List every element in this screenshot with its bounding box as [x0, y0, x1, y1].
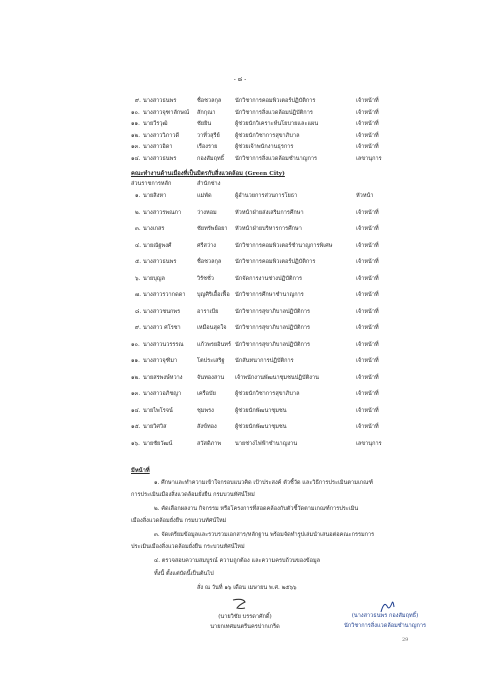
member-row	[0, 340, 480, 350]
duty-item: เมืองสิ่งแวดล้อมยั่งยืน กรมบวนทัศน์ใหม่	[131, 518, 227, 524]
member-surname: ชื่อชวลกุล	[197, 98, 222, 104]
member-no: ๑๑.	[131, 358, 140, 364]
member-role: เจ้าหน้าที่	[356, 132, 379, 139]
closing-text: ทั้งนี้ ตั้งแต่บัดนี้เป็นต้นไป	[154, 571, 214, 577]
member-name: นางสาวชนกพร	[143, 308, 181, 315]
member-name: นางสาวจุฑาลักษณ์	[143, 109, 190, 116]
member-no: ๔.	[135, 242, 142, 249]
member-name: นางสาวรวากดดา	[143, 292, 186, 298]
member-no: ๕.	[135, 259, 142, 265]
member-no: ๑๓.	[131, 391, 141, 397]
subgroup-label: ส่วนราชการหลัก	[131, 181, 172, 187]
member-surname: เรืองราย	[197, 144, 218, 150]
member-row	[0, 290, 480, 300]
member-name: นางสาวรพณภา	[143, 209, 182, 216]
member-name: นางสาวธนพร	[143, 259, 177, 265]
member-name: นายณัฐพงศ์	[143, 242, 172, 249]
member-row	[0, 356, 480, 366]
copy-name: (นางสาวธนพร กองสัมฤทธิ์)	[351, 613, 419, 619]
member-role: เจ้าหน้าที่	[356, 424, 379, 430]
member-no: ๑๒.	[131, 132, 141, 139]
member-name: นางสาว ศโรชา	[143, 325, 181, 331]
duty-item: ประเมินเมืองสิ่งแวดล้อมยั่งยืน กระบวนทัศน์ใหม่	[131, 544, 245, 550]
member-name: นางสาวนวรรรณ	[143, 341, 184, 348]
member-row	[0, 422, 480, 432]
member-position: ผู้ช่วยนักพัฒนาชุมชน	[235, 424, 287, 430]
order-date: สั่ง ณ วันที่ ๑๖ เดือน เมษายน พ.ศ. ๒๕๖๖	[197, 585, 297, 591]
member-row	[0, 142, 480, 152]
member-no: ๑.	[135, 193, 141, 199]
member-position: นักวิชาการคอมพิวเตอร์ปฏิบัติการ	[235, 98, 316, 104]
member-name: นางสาววิภาวดี	[143, 132, 180, 139]
member-no: ๑๐.	[131, 341, 140, 348]
member-role: เจ้าหน้าที่	[356, 242, 379, 249]
member-role: เจ้าหน้าที่	[356, 109, 379, 116]
member-no: ๑๒.	[131, 374, 141, 381]
member-surname: จันทองสาน	[197, 374, 225, 381]
signatory-name: (นายวิชัย บรรดาศักดิ์)	[218, 614, 272, 620]
member-role: เจ้าหน้าที่	[356, 121, 379, 127]
signatory-title: นายกเทศมนตรีนครปากเกร็ด	[210, 624, 280, 630]
member-surname: ศรีสว่าง	[197, 242, 216, 249]
member-surname: อาราเบีย	[197, 308, 219, 315]
member-surname: บุญศิริเอื้อเฟื้อ	[197, 292, 230, 298]
page-number: - ๘ -	[233, 76, 247, 83]
member-row	[0, 274, 480, 284]
member-row	[0, 154, 480, 164]
member-position: นักวิชาการคอมพิวเตอร์ชำนาญการพิเศษ	[235, 242, 333, 249]
member-row	[0, 406, 480, 416]
member-position: นายช่างไฟฟ้าชำนาญงาน	[235, 440, 298, 447]
member-name: นายวีรวุฒิ	[143, 121, 168, 127]
member-no: ๓.	[135, 226, 141, 232]
member-surname: ชื่อชวลกุล	[197, 259, 222, 265]
member-row	[0, 131, 480, 141]
member-no: ๑๕.	[131, 424, 141, 430]
member-surname: ชุมพรง	[197, 407, 214, 414]
member-name: นายไพโรจน์	[143, 407, 173, 414]
duty-item: ๔. ตรวจสอบความสมบูรณ์ ความถูกต้อง และความครบถ้วนของข้อมูล	[154, 558, 321, 564]
member-name: นางสาวอภิชญา	[143, 391, 182, 397]
member-surname: ชัยยิน	[197, 121, 212, 127]
member-role: เลขานุการ	[356, 155, 382, 162]
member-surname: เหมือนสุดใจ	[197, 325, 227, 331]
duty-item: การประเมินเมืองสิ่งแวดล้อมยั่งยืน กรมบวนทัศน์ใหม่	[131, 492, 255, 498]
member-surname: กองสัมฤทธิ์	[197, 155, 225, 162]
member-row	[0, 191, 480, 201]
member-row	[0, 257, 480, 267]
member-no: ๑๔.	[131, 407, 141, 414]
member-position: นักวิชาการสิ่งแวดล้อมปฏิบัติการ	[235, 109, 313, 116]
member-name: นายสรพงษ์หวาง	[143, 374, 183, 381]
member-position: นักจัดการงานช่างปฏิบัติการ	[235, 275, 303, 282]
member-surname: แก้วพรยอินทร์	[197, 341, 231, 348]
duties-heading: มีหน้าที่	[131, 468, 150, 474]
member-no: ๙.	[135, 98, 141, 104]
member-role: เจ้าหน้าที่	[356, 292, 379, 298]
member-position: ผู้ช่วยนักพัฒนาชุมชน	[235, 407, 287, 414]
member-no: ๑๐.	[131, 109, 140, 116]
member-row	[0, 208, 480, 218]
member-role: เจ้าหน้าที่	[356, 407, 379, 414]
member-row	[0, 108, 480, 118]
member-surname: สังข์ทอง	[197, 424, 217, 430]
copy-title: นักวิชาการสิ่งแวดล้อมชำนาญการ	[343, 623, 427, 629]
member-no: ๑๔.	[131, 155, 141, 162]
member-role: เลขานุการ	[356, 440, 382, 447]
member-surname: ว่างหอม	[197, 209, 217, 216]
member-no: ๘.	[135, 308, 142, 315]
member-role: เจ้าหน้าที่	[356, 374, 379, 381]
member-surname: สักกุณา	[197, 109, 216, 116]
member-no: ๖.	[135, 275, 141, 282]
member-surname: เครือบัย	[197, 391, 216, 397]
member-position: หัวหน้าฝ่ายบริหารการศึกษา	[235, 226, 302, 232]
member-name: นางสาวอิดา	[143, 144, 173, 150]
member-position: นักวิชาการศึกษาชำนาญการ	[235, 292, 304, 298]
member-name: นางสาวจุฑิมา	[143, 358, 178, 364]
member-position: นักสันทนาการปฏิบัติการ	[235, 358, 294, 364]
member-row	[0, 389, 480, 399]
duty-item: ๓. จัดเตรียมข้อมูลและรวบรวมเอกสาร/หลักฐาน พร้อมจัดทำรูปเล่มนำเสนอต่อคณะกรรมการ	[154, 532, 375, 538]
member-name: นายวิศวิส	[143, 424, 167, 430]
member-no: ๑๓.	[131, 144, 141, 150]
member-role: เจ้าหน้าที่	[356, 209, 379, 216]
member-position: นักวิชาการสุขาภิบาลปฏิบัติการ	[235, 341, 311, 348]
member-position: หัวหน้าฝ่ายส่งเสริมการศึกษา	[235, 209, 304, 216]
member-name: นางสาวธนพร	[143, 98, 177, 104]
member-position: เจ้าพนักงานพัฒนาชุมชนปฏิบัติงาน	[235, 374, 319, 381]
member-position: ผู้อำนวยการส่วนการโยธา	[235, 193, 298, 199]
member-row	[0, 119, 480, 129]
member-role: เจ้าหน้าที่	[356, 259, 379, 265]
member-role: เจ้าหน้าที่	[356, 325, 379, 331]
member-role: เจ้าหน้าที่	[356, 358, 379, 364]
member-surname: สวัสดิภาพ	[197, 440, 222, 447]
member-role: เจ้าหน้าที่	[356, 98, 379, 104]
member-row	[0, 96, 480, 106]
member-row	[0, 323, 480, 333]
member-no: ๑๑.	[131, 121, 140, 127]
duty-item: ๒. คัดเลือกผลงาน กิจกรรม หรือโครงการที่สอดคล้องกับตัวชี้วัดตามเกณฑ์การประเมิน	[154, 506, 359, 512]
subgroup-value: สำนักช่าง	[197, 181, 221, 187]
member-surname: วิรัชชั่ว	[197, 275, 214, 282]
member-position: ผู้ช่วยนักวิเคราะห์นโยบายและแผน	[235, 121, 319, 127]
member-no: ๑๖.	[131, 440, 140, 447]
member-role: หัวหน้า	[356, 193, 374, 199]
member-name: นางสาวธนพร	[143, 155, 177, 162]
member-position: นักวิชาการสุขาภิบาลปฏิบัติการ	[235, 325, 311, 331]
duty-item: ๑. ศึกษาและทำความเข้าใจกรอบแนวคิด เป้าประสงค์ ตัวชี้วัด และวิธีการประเมินตามเกณฑ์	[154, 480, 374, 486]
member-no: ๙.	[135, 325, 141, 331]
section-heading: คณะทำงานด้านเมืองที่เป็นมิตรกับสิ่งแวดล้อม (Green City)	[131, 171, 285, 177]
member-role: เจ้าหน้าที่	[356, 308, 379, 315]
member-position: นักวิชาการสุขาภิบาลปฏิบัติการ	[235, 308, 311, 315]
member-row	[0, 373, 480, 383]
member-name: นายบุญล	[143, 275, 165, 282]
member-position: นักวิชาการสิ่งแวดล้อมชำนาญการ	[235, 155, 318, 162]
member-surname: ชัยทรัพย์อยา	[197, 226, 228, 232]
member-role: เจ้าหน้าที่	[356, 144, 379, 150]
member-name: นางเกสร	[143, 226, 165, 232]
member-position: นักวิชาการคอมพิวเตอร์ปฏิบัติการ	[235, 259, 316, 265]
member-surname: โตประเสริฐ	[197, 358, 225, 364]
member-position: ผู้ช่วยนักวิชาการสุขาภิบาล	[235, 391, 300, 397]
member-position: ผู้ช่วยเจ้าพนักงานธุรการ	[235, 144, 294, 150]
footer-page-number: 29	[402, 637, 409, 643]
member-role: เจ้าหน้าที่	[356, 341, 379, 348]
member-name: นายชัยวัฒน์	[143, 440, 173, 447]
member-row	[0, 307, 480, 317]
member-row	[0, 241, 480, 251]
member-no: ๒.	[135, 209, 141, 216]
member-row	[0, 439, 480, 449]
member-role: เจ้าหน้าที่	[356, 275, 379, 282]
member-role: เจ้าหน้าที่	[356, 391, 379, 397]
member-surname: วาที่วสุรีย์	[197, 132, 220, 139]
member-position: ผู้ช่วยนักวิชาการสุขาภิบาล	[235, 132, 300, 139]
member-name: นายสิงหา	[143, 193, 167, 199]
member-no: ๗.	[135, 292, 141, 298]
member-row	[0, 224, 480, 234]
member-role: เจ้าหน้าที่	[356, 226, 379, 232]
member-surname: แม่พัด	[197, 193, 212, 199]
